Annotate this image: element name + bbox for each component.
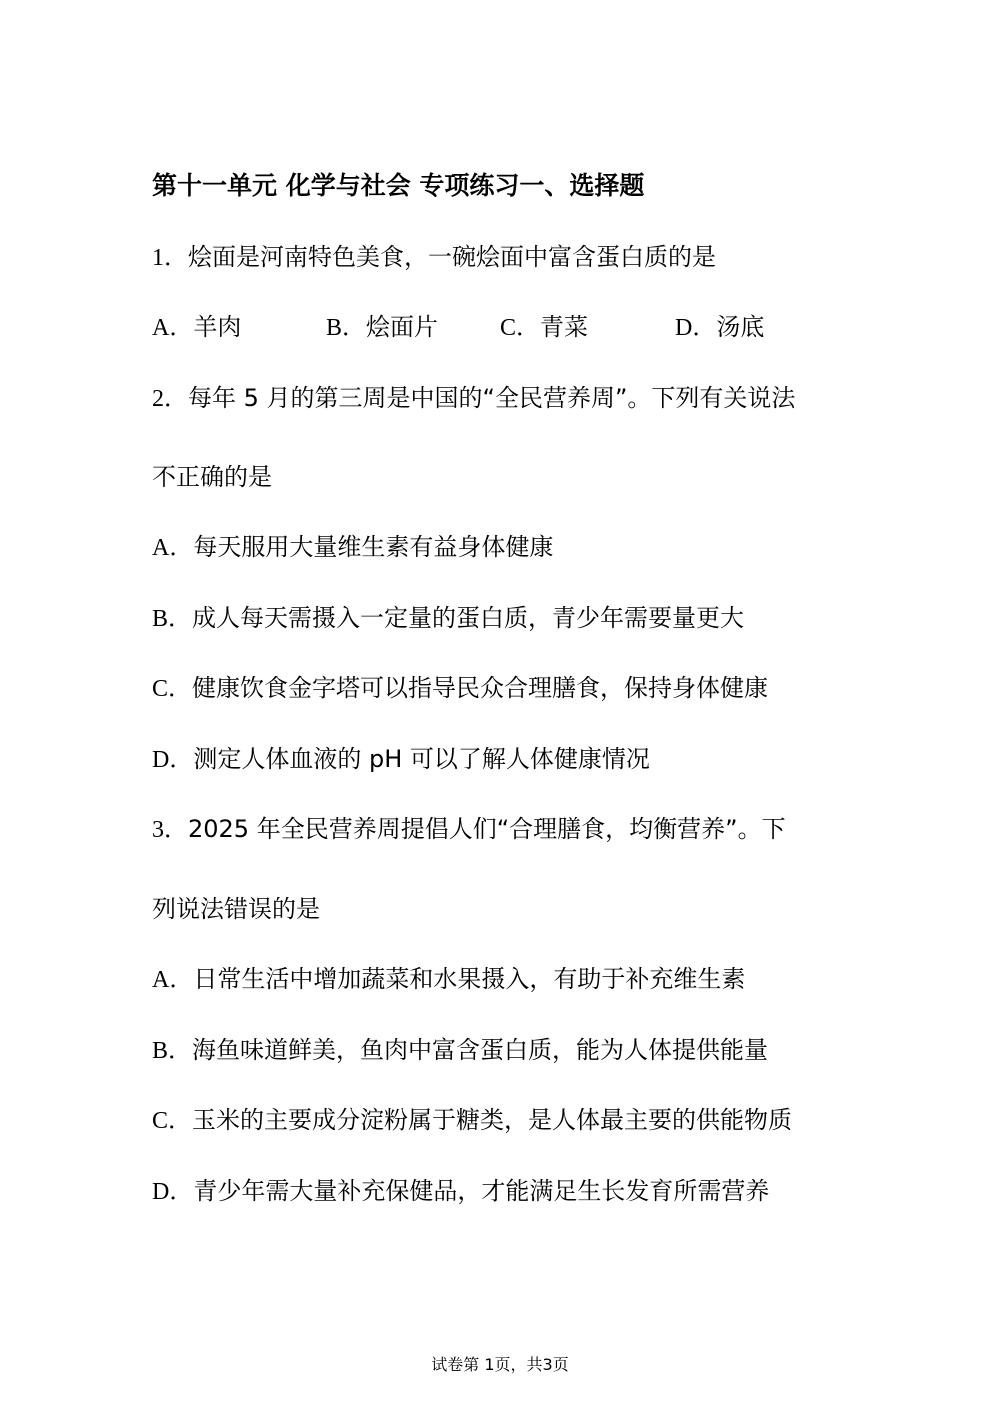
- option-label: C．: [152, 1108, 193, 1134]
- option-text: 青菜: [540, 313, 589, 341]
- option-text: 烩面片: [366, 313, 439, 341]
- option-a: [152, 310, 241, 345]
- question-3-option-d: [152, 1174, 769, 1209]
- option-text: 日常生活中增加蔬菜和水果摄入，有助于补充维生素: [193, 965, 746, 993]
- option-d: [675, 310, 764, 345]
- option-label: A．: [152, 315, 194, 341]
- option-text: 羊肉: [193, 313, 242, 341]
- option-text: 健康饮食金字塔可以指导民众合理膳食，保持身体健康: [192, 674, 769, 702]
- question-2-option-d: [152, 742, 650, 777]
- question-2-stem-continued: 不正确的是: [152, 463, 272, 491]
- option-text: 青少年需大量补充保健品，才能满足生长发育所需营养: [193, 1177, 770, 1205]
- option-label: C．: [500, 315, 541, 341]
- page-title: 第十一单元 化学与社会 专项练习一、选择题: [152, 171, 645, 200]
- question-text: 每年 5 月的第三周是中国的“全民营养周”。下列有关说法: [188, 384, 796, 412]
- question-text: 烩面是河南特色美食，一碗烩面中富含蛋白质的是: [188, 243, 716, 271]
- question-2-option-a: [152, 530, 553, 565]
- question-2-option-c: [152, 671, 768, 706]
- option-label: C．: [152, 676, 193, 702]
- question-number: 3．: [152, 817, 188, 843]
- question-2-option-b: [152, 601, 744, 636]
- option-label: D．: [675, 315, 717, 341]
- question-3-stem-continued: 列说法错误的是: [152, 895, 320, 923]
- question-text: 2025 年全民营养周提倡人们“合理膳食，均衡营养”。下: [188, 815, 786, 843]
- option-text: 测定人体血液的 pH 可以了解人体健康情况: [193, 745, 650, 773]
- option-text: 成人每天需摄入一定量的蛋白质，青少年需要量更大: [192, 604, 745, 632]
- option-label: B．: [152, 606, 193, 632]
- option-text: 每天服用大量维生素有益身体健康: [193, 533, 554, 561]
- option-b: [326, 310, 438, 345]
- question-3-option-b: [152, 1033, 768, 1068]
- option-text: 海鱼味道鲜美，鱼肉中富含蛋白质，能为人体提供能量: [192, 1036, 769, 1064]
- option-label: D．: [152, 1179, 194, 1205]
- option-label: A．: [152, 967, 194, 993]
- question-number: 2．: [152, 386, 188, 412]
- question-1-stem: [152, 240, 716, 275]
- option-label: B．: [326, 315, 367, 341]
- option-label: D．: [152, 747, 194, 773]
- option-text: 玉米的主要成分淀粉属于糖类，是人体最主要的供能物质: [192, 1106, 793, 1134]
- option-label: B．: [152, 1038, 193, 1064]
- question-1-options: [152, 310, 852, 344]
- question-2-stem: [152, 381, 795, 416]
- question-number: 1．: [152, 245, 188, 271]
- question-3-option-a: [152, 962, 745, 997]
- option-text: 汤底: [716, 313, 765, 341]
- question-3-stem: [152, 812, 786, 847]
- page-footer: 试卷第 1页，共3页: [431, 1355, 569, 1374]
- option-label: A．: [152, 535, 194, 561]
- question-3-option-c: [152, 1103, 792, 1138]
- option-c: [500, 310, 588, 345]
